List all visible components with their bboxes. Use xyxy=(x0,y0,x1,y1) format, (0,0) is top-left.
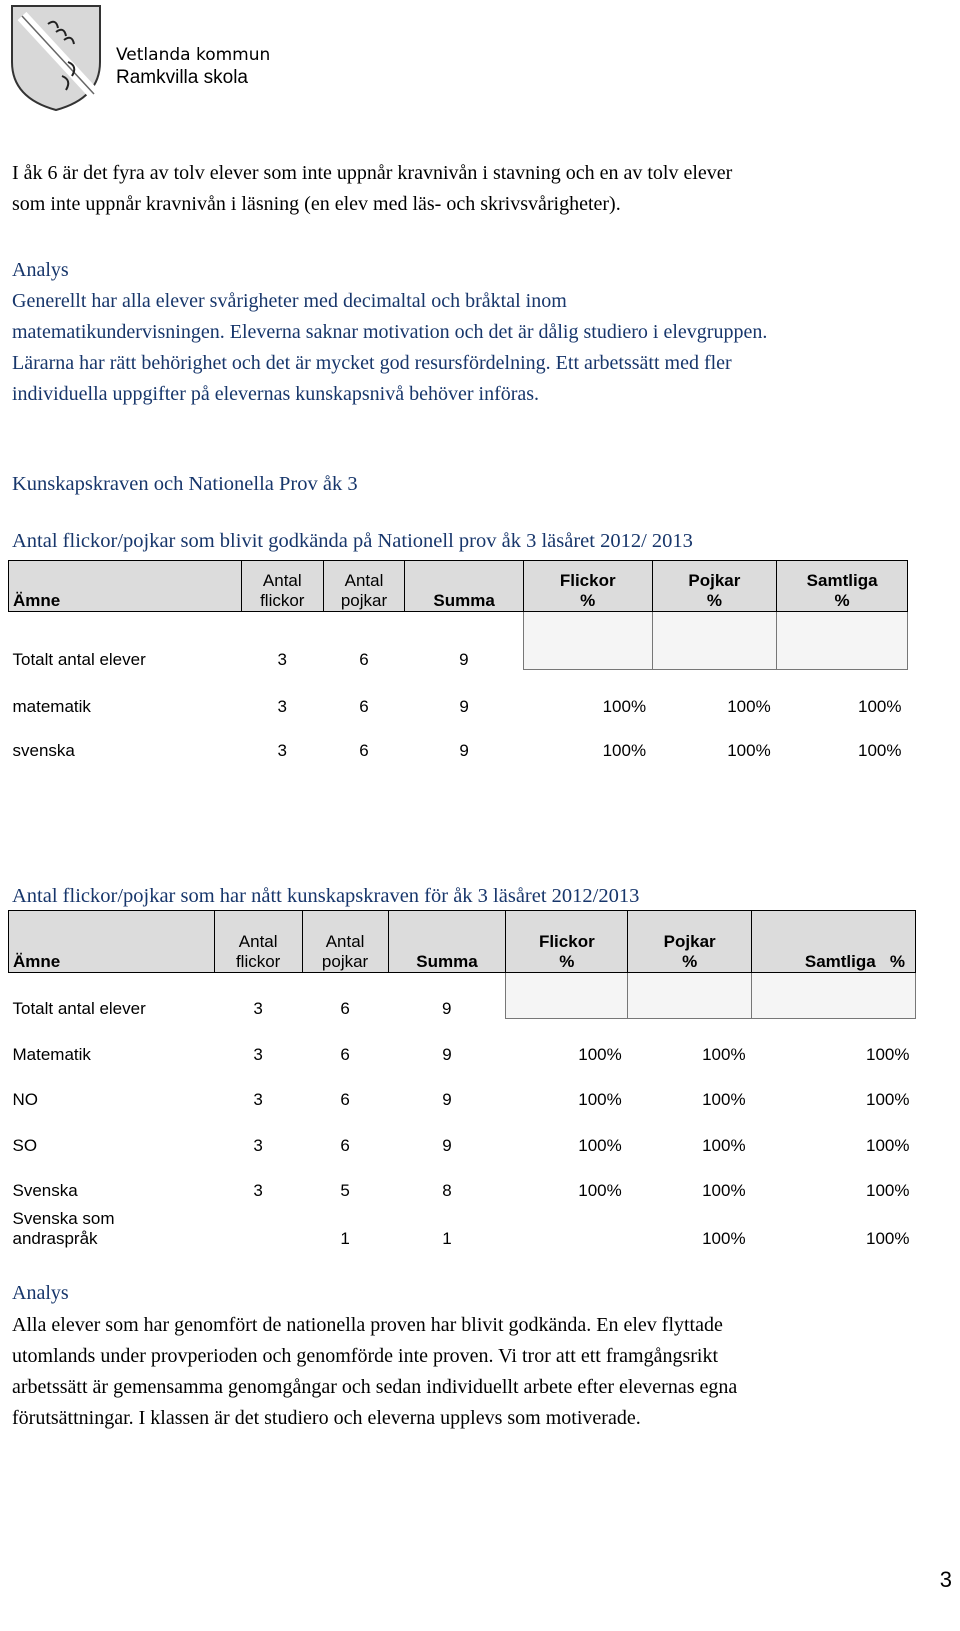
header-sum: Summa xyxy=(388,911,506,973)
municipality-name: Vetlanda kommun xyxy=(116,45,271,65)
analysis-line: förutsättningar. I klassen är det studiero och eleverna upplevs som motiverade. xyxy=(12,1407,641,1429)
page-number: 3 xyxy=(939,1567,952,1592)
analysis-line: utomlands under provperioden och genomförde inte proven. Vi tror att ett framgångsrikt xyxy=(12,1345,719,1367)
header-subject: Ämne xyxy=(9,911,215,973)
analysis-heading: Analys xyxy=(12,1282,69,1304)
knowledge-requirements-table xyxy=(8,910,916,1249)
intro-line: som inte uppnår kravnivån i läsning (en elev med läs- och skrivsvårigheter). xyxy=(12,193,621,215)
intro-paragraph xyxy=(12,158,732,220)
table-row: Totalt antal elever 3 6 9 xyxy=(9,612,908,670)
header-girls-pct: Flickor % xyxy=(523,561,652,612)
letterhead xyxy=(8,2,408,112)
table-row: Totalt antal elever 3 6 9 xyxy=(9,973,916,1019)
analysis-line: Lärarna har rätt behörighet och det är mycket god resursfördelning. Ett arbetssätt med fler xyxy=(12,352,732,374)
intro-line: I åk 6 är det fyra av tolv elever som inte uppnår kravnivån i stavning och en av tolv elever xyxy=(12,162,733,184)
analysis-paragraph xyxy=(12,286,767,410)
analysis-line: matematikundervisningen. Eleverna saknar motivation och det är dålig studiero i elevgruppen. xyxy=(12,321,768,343)
table1-title: Antal flickor/pojkar som blivit godkända på Nationell prov åk 3 läsåret 2012/ 2013 xyxy=(12,530,693,552)
header-sum: Summa xyxy=(405,561,524,612)
national-test-table xyxy=(8,560,908,761)
table-header-row xyxy=(9,911,916,973)
school-name: Ramkvilla skola xyxy=(116,67,248,88)
header-girls-count: Antal flickor xyxy=(241,561,323,612)
table-header-row xyxy=(9,561,908,612)
header-all-pct: Samtliga % xyxy=(752,911,916,973)
analysis-line: Generellt har alla elever svårigheter med decimaltal och bråktal inom xyxy=(12,290,567,312)
header-subject: Ämne xyxy=(9,561,242,612)
header-boys-pct: Pojkar % xyxy=(652,561,777,612)
analysis-line: arbetssätt är gemensamma genomgångar och sedan individuellt arbete efter elevernas egna xyxy=(12,1376,738,1398)
table-row: Svenska 3 5 8 100% 100% 100% xyxy=(12,1180,910,1200)
header-girls-pct: Flickor % xyxy=(506,911,628,973)
analysis-heading: Analys xyxy=(12,259,69,281)
header-boys-count: Antal pojkar xyxy=(302,911,388,973)
header-boys-count: Antal pojkar xyxy=(323,561,405,612)
analysis-line: individuella uppgifter på elevernas kunskapsnivå behöver införas. xyxy=(12,383,540,405)
header-boys-pct: Pojkar % xyxy=(628,911,752,973)
analysis-paragraph xyxy=(12,1310,737,1434)
section-title: Kunskapskraven och Nationella Prov åk 3 xyxy=(12,473,358,495)
table2-title: Antal flickor/pojkar som har nått kunskapskraven för åk 3 läsåret 2012/2013 xyxy=(12,885,640,907)
table-row: Matematik 3 6 9 100% 100% 100% xyxy=(12,1044,910,1064)
analysis-line: Alla elever som har genomfört de nationella proven har blivit godkända. En elev flyttade xyxy=(12,1314,723,1336)
table-row: svenska 3 6 9 100% 100% 100% xyxy=(12,740,902,760)
table-row: Svenska som andraspråk 1 1 100% 100% xyxy=(12,1208,910,1248)
table-row: matematik 3 6 9 100% 100% 100% xyxy=(12,696,902,716)
municipal-crest-icon xyxy=(8,2,104,112)
table-row: NO 3 6 9 100% 100% 100% xyxy=(12,1089,910,1109)
table-row: SO 3 6 9 100% 100% 100% xyxy=(12,1135,910,1155)
header-girls-count: Antal flickor xyxy=(214,911,302,973)
header-all-pct: Samtliga % xyxy=(777,561,908,612)
